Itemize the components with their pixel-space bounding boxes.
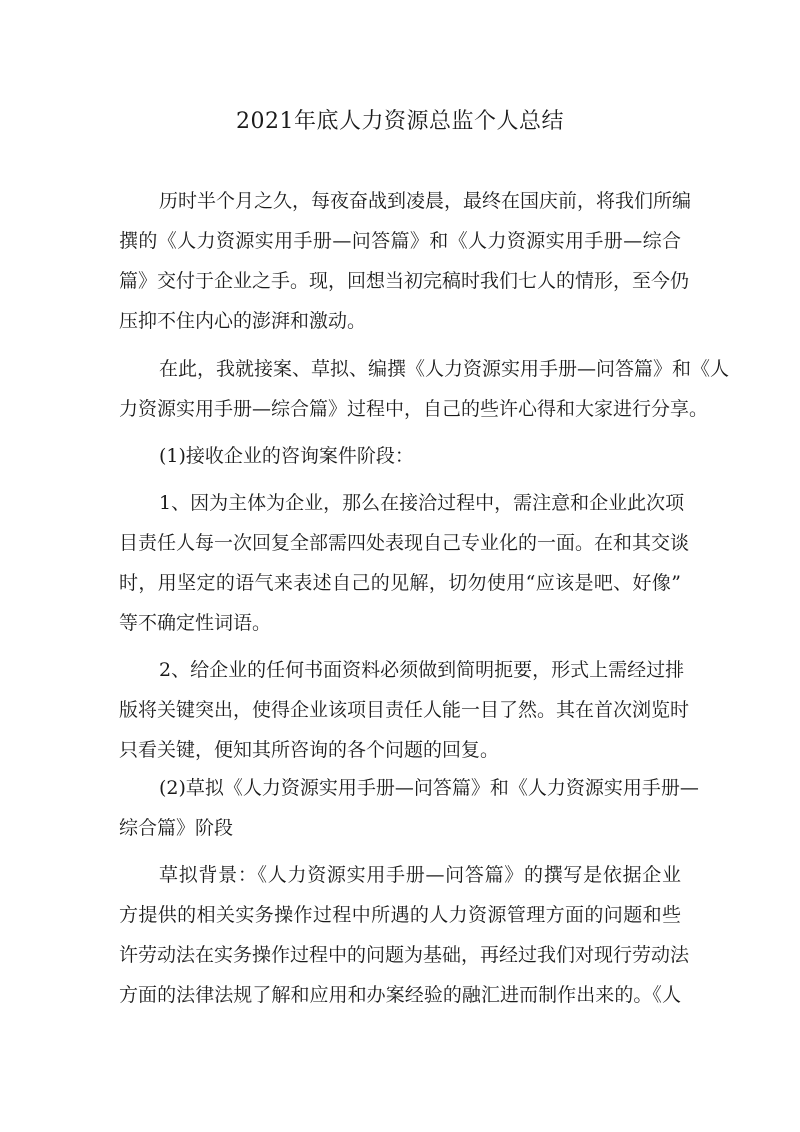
- paragraph-5-line-4: 方面的法律法规了解和应用和办案经验的融汇进而制作出来的。《人: [119, 984, 681, 1006]
- paragraph-1-line-1: 历时半个月之久，每夜奋战到凌晨，最终在国庆前，将我们所编: [159, 190, 692, 212]
- paragraph-3-line-1: 1、因为主体为企业，那么在接洽过程中，需注意和企业此次项: [159, 492, 685, 514]
- paragraph-5-line-2: 方提供的相关实务操作过程中所遇的人力资源管理方面的问题和些: [119, 904, 681, 926]
- paragraph-4-line-3: 只看关键，便知其所咨询的各个问题的回复。: [119, 739, 500, 761]
- section-2-heading-line-2: 综合篇》阶段: [119, 817, 234, 839]
- paragraph-4-line-1: 2、给企业的任何书面资料必须做到简明扼要，形式上需经过排: [159, 659, 685, 681]
- paragraph-1-line-4: 压抑不住内心的澎湃和激动。: [119, 310, 367, 332]
- section-1-heading: (1)接收企业的咨询案件阶段：: [159, 445, 414, 467]
- paragraph-3-line-4: 等不确定性词语。: [119, 612, 272, 634]
- paragraph-2-line-2: 力资源实用手册—综合篇》过程中，自己的些许心得和大家进行分享。: [119, 398, 709, 420]
- paragraph-5-line-1: 草拟背景：《人力资源实用手册—问答篇》的撰写是依据企业: [159, 864, 681, 886]
- paragraph-5-line-3: 许劳动法在实务操作过程中的问题为基础，再经过我们对现行劳动法: [119, 944, 690, 966]
- paragraph-3-line-3: 时，用坚定的语气来表述自己的见解，切勿使用“应该是吧、好像”: [119, 572, 681, 594]
- paragraph-3-line-2: 目责任人每一次回复全部需四处表现自己专业化的一面。在和其交谈: [119, 532, 690, 554]
- paragraph-2-line-1: 在此，我就接案、草拟、编撰《人力资源实用手册—问答篇》和《人: [159, 358, 730, 380]
- section-2-heading-line-1: (2)草拟《人力资源实用手册—问答篇》和《人力资源实用手册—: [159, 777, 699, 799]
- paragraph-1-line-2: 撰的《人力资源实用手册—问答篇》和《人力资源实用手册—综合: [119, 230, 681, 252]
- paragraph-1-line-3: 篇》交付于企业之手。现，回想当初完稿时我们七人的情形，至今仍: [119, 270, 690, 292]
- paragraph-4-line-2: 版将关键突出，使得企业该项目责任人能一目了然。其在首次浏览时: [119, 699, 690, 721]
- document-title: 2021年底人力资源总监个人总结: [236, 109, 564, 134]
